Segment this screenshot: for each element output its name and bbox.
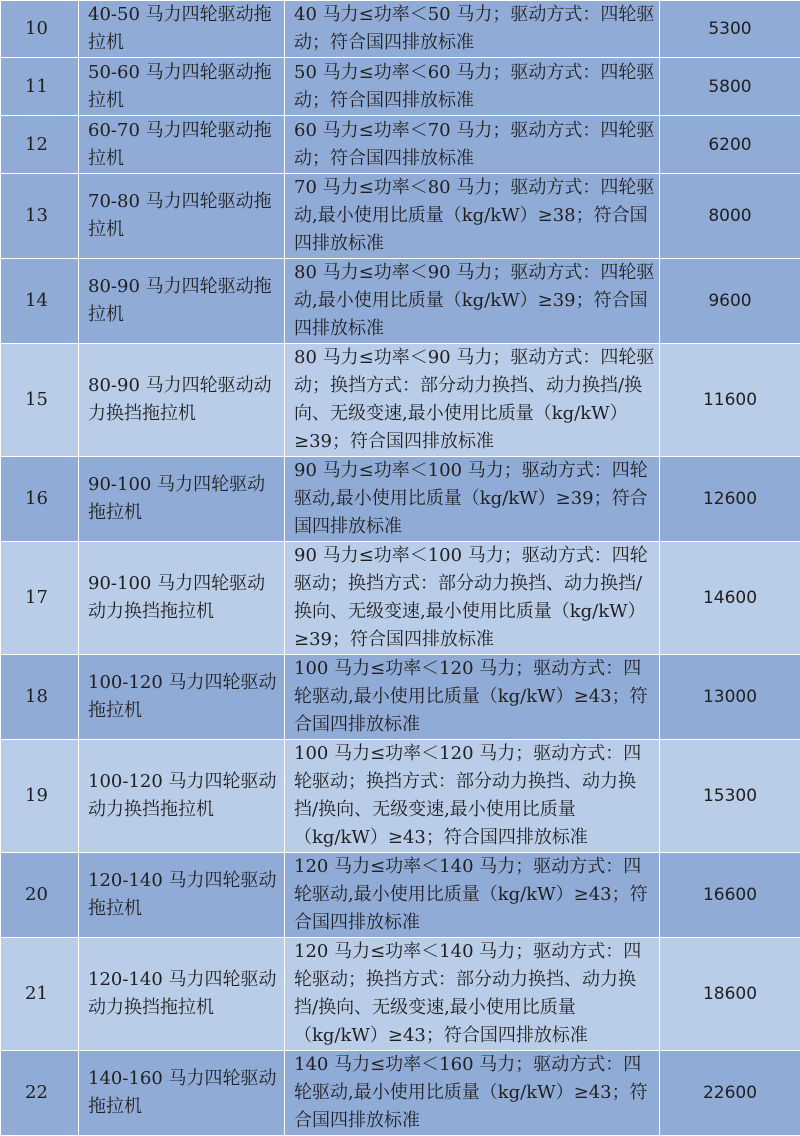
item-spec: 100 马力≤功率＜120 马力；驱动方式：四轮驱动,最小使用比质量（kg/kW）≥43；符合国四排放标准 bbox=[285, 655, 660, 740]
item-spec: 100 马力≤功率＜120 马力；驱动方式：四轮驱动；换挡方式：部分动力换挡、动力换挡/换向、无级变速,最小使用比质量（kg/kW）≥43；符合国四排放标准 bbox=[285, 740, 660, 853]
item-name: 120-140 马力四轮驱动拖拉机 bbox=[79, 853, 285, 938]
item-name: 90-100 马力四轮驱动拖拉机 bbox=[79, 457, 285, 542]
row-number: 19 bbox=[1, 740, 79, 853]
item-spec: 80 马力≤功率＜90 马力；驱动方式：四轮驱动；换挡方式：部分动力换挡、动力换挡/换向、无级变速,最小使用比质量（kg/kW）≥39；符合国四排放标准 bbox=[285, 344, 660, 457]
row-number: 14 bbox=[1, 259, 79, 344]
item-spec: 120 马力≤功率＜140 马力；驱动方式：四轮驱动,最小使用比质量（kg/kW）≥43；符合国四排放标准 bbox=[285, 853, 660, 938]
item-name: 100-120 马力四轮驱动动力换挡拖拉机 bbox=[79, 740, 285, 853]
subsidy-amount: 12600 bbox=[660, 457, 800, 542]
table-row bbox=[1, 457, 800, 542]
subsidy-amount: 16600 bbox=[660, 853, 800, 938]
item-spec: 80 马力≤功率＜90 马力；驱动方式：四轮驱动,最小使用比质量（kg/kW）≥39；符合国四排放标准 bbox=[285, 259, 660, 344]
table-row bbox=[1, 1051, 800, 1136]
table-row bbox=[1, 542, 800, 655]
subsidy-amount: 13000 bbox=[660, 655, 800, 740]
subsidy-amount: 11600 bbox=[660, 344, 800, 457]
table-row bbox=[1, 116, 800, 174]
subsidy-amount: 5800 bbox=[660, 58, 800, 116]
table-row bbox=[1, 1, 800, 58]
row-number: 15 bbox=[1, 344, 79, 457]
item-spec: 40 马力≤功率＜50 马力；驱动方式：四轮驱动；符合国四排放标准 bbox=[285, 1, 660, 58]
row-number: 17 bbox=[1, 542, 79, 655]
item-name: 70-80 马力四轮驱动拖拉机 bbox=[79, 174, 285, 259]
subsidy-amount: 9600 bbox=[660, 259, 800, 344]
item-name: 100-120 马力四轮驱动拖拉机 bbox=[79, 655, 285, 740]
item-name: 50-60 马力四轮驱动拖拉机 bbox=[79, 58, 285, 116]
row-number: 18 bbox=[1, 655, 79, 740]
item-spec: 120 马力≤功率＜140 马力；驱动方式：四轮驱动；换挡方式：部分动力换挡、动力换挡/换向、无级变速,最小使用比质量（kg/kW）≥43；符合国四排放标准 bbox=[285, 938, 660, 1051]
row-number: 12 bbox=[1, 116, 79, 174]
item-spec: 140 马力≤功率＜160 马力；驱动方式：四轮驱动,最小使用比质量（kg/kW）≥43；符合国四排放标准 bbox=[285, 1051, 660, 1136]
subsidy-amount: 6200 bbox=[660, 116, 800, 174]
table-row bbox=[1, 938, 800, 1051]
row-number: 20 bbox=[1, 853, 79, 938]
row-number: 22 bbox=[1, 1051, 79, 1136]
subsidy-amount: 15300 bbox=[660, 740, 800, 853]
item-spec: 60 马力≤功率＜70 马力；驱动方式：四轮驱动；符合国四排放标准 bbox=[285, 116, 660, 174]
item-spec: 50 马力≤功率＜60 马力；驱动方式：四轮驱动；符合国四排放标准 bbox=[285, 58, 660, 116]
row-number: 16 bbox=[1, 457, 79, 542]
item-name: 80-90 马力四轮驱动拖拉机 bbox=[79, 259, 285, 344]
item-name: 80-90 马力四轮驱动动力换挡拖拉机 bbox=[79, 344, 285, 457]
item-name: 140-160 马力四轮驱动拖拉机 bbox=[79, 1051, 285, 1136]
item-spec: 90 马力≤功率＜100 马力；驱动方式：四轮驱动,最小使用比质量（kg/kW）≥39；符合国四排放标准 bbox=[285, 457, 660, 542]
item-name: 60-70 马力四轮驱动拖拉机 bbox=[79, 116, 285, 174]
row-number: 10 bbox=[1, 1, 79, 58]
table-row bbox=[1, 58, 800, 116]
subsidy-amount: 8000 bbox=[660, 174, 800, 259]
row-number: 13 bbox=[1, 174, 79, 259]
table-row bbox=[1, 740, 800, 853]
subsidy-amount: 5300 bbox=[660, 1, 800, 58]
item-spec: 70 马力≤功率＜80 马力；驱动方式：四轮驱动,最小使用比质量（kg/kW）≥38；符合国四排放标准 bbox=[285, 174, 660, 259]
item-name: 40-50 马力四轮驱动拖拉机 bbox=[79, 1, 285, 58]
row-number: 11 bbox=[1, 58, 79, 116]
row-number: 21 bbox=[1, 938, 79, 1051]
item-name: 120-140 马力四轮驱动动力换挡拖拉机 bbox=[79, 938, 285, 1051]
item-spec: 90 马力≤功率＜100 马力；驱动方式：四轮驱动；换挡方式：部分动力换挡、动力换挡/换向、无级变速,最小使用比质量（kg/kW）≥39；符合国四排放标准 bbox=[285, 542, 660, 655]
subsidy-amount: 14600 bbox=[660, 542, 800, 655]
subsidy-amount: 22600 bbox=[660, 1051, 800, 1136]
table-row bbox=[1, 853, 800, 938]
table-row bbox=[1, 174, 800, 259]
subsidy-amount: 18600 bbox=[660, 938, 800, 1051]
table-row bbox=[1, 344, 800, 457]
item-name: 90-100 马力四轮驱动动力换挡拖拉机 bbox=[79, 542, 285, 655]
table-row bbox=[1, 655, 800, 740]
table-body bbox=[1, 1, 800, 1136]
table-row bbox=[1, 259, 800, 344]
